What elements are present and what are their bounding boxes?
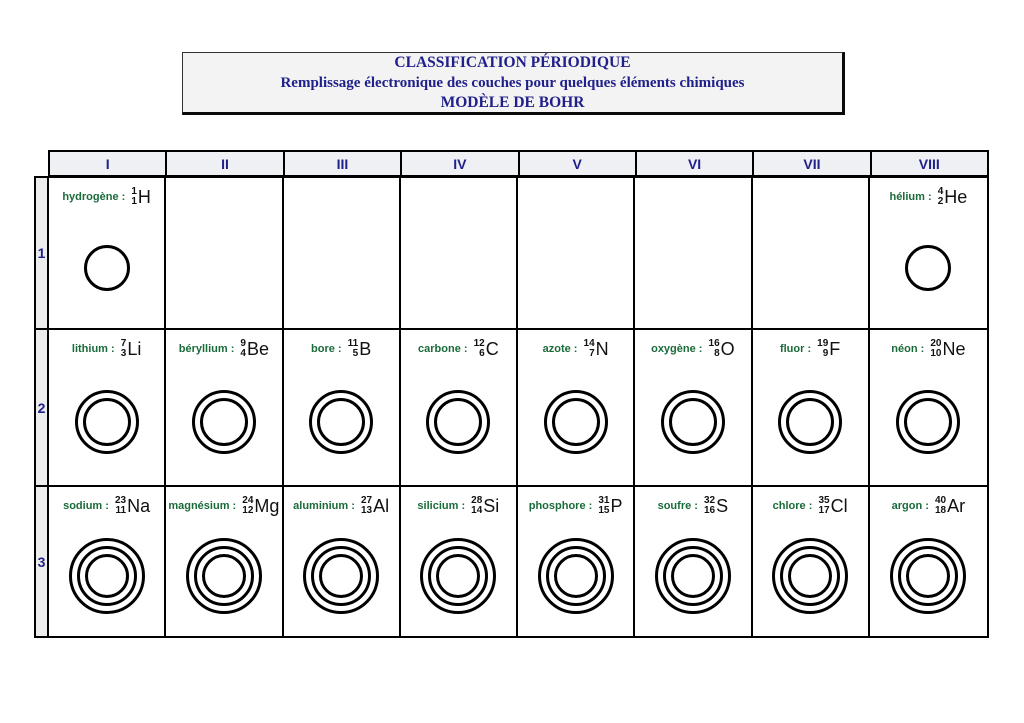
- mass-number: 40: [934, 495, 947, 506]
- element-name: magnésium: [168, 500, 230, 512]
- electron-shell-icon: [904, 398, 952, 446]
- element-name: aluminium: [293, 500, 349, 512]
- atomic-number: 1: [131, 196, 137, 207]
- element-separator: :: [334, 343, 345, 355]
- nuclide-numbers: [930, 339, 941, 359]
- group-header-VII: VII: [754, 152, 871, 175]
- group-header-I: I: [50, 152, 167, 175]
- element-label: [635, 334, 750, 364]
- element-symbol: Li: [127, 339, 142, 359]
- mass-number: 19: [817, 338, 829, 349]
- bohr-diagram: [49, 245, 164, 291]
- element-cell-fluor: [753, 330, 870, 487]
- atomic-number: 15: [598, 505, 610, 516]
- mass-number: 9: [240, 338, 246, 349]
- group-header-row: [48, 150, 989, 177]
- element-separator: :: [227, 343, 238, 355]
- bohr-diagram: [49, 390, 164, 454]
- nuclide-notation: [112, 496, 150, 516]
- element-cell-neon: [870, 330, 987, 487]
- element-separator: :: [458, 500, 469, 512]
- element-separator: :: [460, 343, 471, 355]
- atomic-number: 18: [934, 505, 947, 516]
- electron-shell-icon: [552, 398, 600, 446]
- electron-shell-icon: [890, 538, 966, 614]
- electron-shell-icon: [546, 546, 606, 606]
- nuclide-notation: [935, 187, 968, 207]
- element-separator: :: [118, 191, 129, 203]
- mass-number: 16: [708, 338, 720, 349]
- nuclide-notation: [128, 187, 151, 207]
- group-header-VIII: VIII: [918, 155, 940, 172]
- nuclide-numbers: [935, 496, 946, 516]
- document-title: CLASSIFICATION PÉRIODIQUE: [394, 53, 631, 71]
- element-symbol: Na: [127, 496, 151, 516]
- element-name: bore: [311, 343, 335, 355]
- group-header-V: V: [520, 152, 637, 175]
- electron-shell-icon: [780, 546, 840, 606]
- element-cell-phosphore: [518, 487, 635, 636]
- bohr-diagram: [870, 390, 987, 454]
- group-header-III: III: [285, 152, 402, 175]
- element-name: azote: [542, 343, 571, 355]
- element-cell-helium: [870, 178, 987, 330]
- bohr-diagram: [870, 538, 987, 614]
- atomic-number: 14: [471, 505, 483, 516]
- nuclide-numbers: [584, 339, 595, 359]
- electron-shell-icon: [192, 390, 256, 454]
- nuclide-numbers: [598, 496, 609, 516]
- element-symbol: Ne: [942, 339, 966, 359]
- element-name: sodium: [63, 500, 103, 512]
- bohr-diagram: [284, 390, 399, 454]
- atomic-number: 3: [120, 348, 127, 359]
- bohr-diagram: [870, 245, 987, 291]
- element-label: [635, 491, 750, 521]
- element-separator: :: [107, 343, 118, 355]
- element-symbol: S: [716, 496, 729, 516]
- element-cell-oxygene: [635, 330, 752, 487]
- nuclide-notation: [118, 339, 142, 359]
- element-label: [166, 334, 281, 364]
- atomic-number: 17: [818, 505, 830, 516]
- document-subtitle: Remplissage électronique des couches pour quelques éléments chimiques: [280, 74, 745, 91]
- electron-shell-icon: [788, 554, 832, 598]
- element-label: [284, 334, 399, 364]
- group-header-IV: IV: [402, 152, 519, 175]
- element-name: chlore: [772, 500, 806, 512]
- element-symbol: Si: [483, 496, 500, 516]
- element-symbol: P: [610, 496, 623, 516]
- electron-shell-icon: [77, 546, 137, 606]
- element-cell-lithium: [49, 330, 166, 487]
- nuclide-notation: [471, 339, 499, 359]
- atomic-number: 11: [115, 505, 127, 516]
- electron-shell-icon: [554, 554, 598, 598]
- group-header-VI: VI: [637, 152, 754, 175]
- electron-shell-icon: [202, 554, 246, 598]
- nuclide-notation: [927, 339, 965, 359]
- element-symbol: He: [944, 187, 968, 207]
- element-label: [49, 491, 164, 521]
- electron-shell-icon: [420, 538, 496, 614]
- electron-shell-icon: [669, 398, 717, 446]
- electron-shell-icon: [786, 398, 834, 446]
- electron-shell-icon: [85, 554, 129, 598]
- element-cell-soufre: [635, 487, 752, 636]
- nuclide-numbers: [704, 496, 715, 516]
- nuclide-notation: [237, 339, 269, 359]
- electron-shell-icon: [671, 554, 715, 598]
- element-label: [518, 334, 633, 364]
- nuclide-notation: [345, 339, 372, 359]
- atomic-number: 16: [704, 505, 716, 516]
- element-label: [870, 491, 987, 521]
- electron-shell-icon: [194, 546, 254, 606]
- element-separator: :: [570, 343, 581, 355]
- element-symbol: F: [829, 339, 841, 359]
- nuclide-numbers: [709, 339, 720, 359]
- mass-number: 11: [347, 338, 359, 349]
- element-name: carbone: [418, 343, 461, 355]
- element-symbol: Mg: [254, 496, 280, 516]
- element-name: argon: [891, 500, 923, 512]
- element-label: [870, 182, 987, 212]
- nuclide-numbers: [242, 496, 253, 516]
- mass-number: 4: [937, 186, 944, 197]
- empty-cell: [166, 178, 283, 330]
- atomic-number: 8: [714, 348, 720, 359]
- element-symbol: H: [137, 187, 151, 207]
- nuclide-numbers: [348, 339, 359, 359]
- element-name: silicium: [417, 500, 459, 512]
- bohr-diagram: [518, 390, 633, 454]
- title-box: [182, 52, 845, 115]
- element-separator: :: [102, 500, 112, 512]
- atomic-number: 2: [937, 196, 944, 207]
- element-separator: :: [691, 500, 701, 512]
- atomic-number: 6: [479, 348, 485, 359]
- period-label-2: 2: [36, 330, 49, 487]
- nuclide-numbers: [471, 496, 482, 516]
- element-separator: :: [922, 500, 932, 512]
- atomic-number: 12: [242, 505, 254, 516]
- element-symbol: N: [595, 339, 609, 359]
- nuclide-notation: [595, 496, 622, 516]
- bohr-diagram: [753, 390, 868, 454]
- nuclide-notation: [701, 496, 728, 516]
- atomic-number: 5: [352, 348, 359, 359]
- element-label: [401, 334, 516, 364]
- electron-shell-icon: [434, 398, 482, 446]
- electron-shell-icon: [778, 390, 842, 454]
- nuclide-notation: [358, 496, 389, 516]
- element-name: phosphore: [528, 500, 586, 512]
- element-name: lithium: [71, 343, 108, 355]
- element-name: hélium: [889, 191, 925, 203]
- electron-shell-icon: [319, 554, 363, 598]
- element-symbol: B: [359, 339, 372, 359]
- element-separator: :: [695, 343, 706, 355]
- mass-number: 12: [473, 338, 485, 349]
- element-cell-beryllium: [166, 330, 283, 487]
- bohr-diagram: [518, 538, 633, 614]
- group-header-II: II: [167, 152, 284, 175]
- nuclide-numbers: [818, 496, 829, 516]
- nuclide-numbers: [131, 187, 137, 207]
- electron-shell-icon: [426, 390, 490, 454]
- electron-shell-icon: [906, 554, 950, 598]
- element-symbol: Be: [246, 339, 270, 359]
- atomic-number: 13: [360, 505, 373, 516]
- electron-shell-icon: [428, 546, 488, 606]
- element-name: fluor: [779, 343, 805, 355]
- element-label: [49, 334, 164, 364]
- nuclide-notation: [814, 339, 840, 359]
- document-model-line: MODÈLE DE BOHR: [440, 93, 585, 111]
- element-separator: :: [804, 343, 815, 355]
- electron-shell-icon: [75, 390, 139, 454]
- nuclide-notation: [239, 496, 279, 516]
- bohr-diagram: [401, 390, 516, 454]
- mass-number: 32: [704, 495, 716, 506]
- nuclide-notation: [581, 339, 609, 359]
- element-cell-magnesium: [166, 487, 283, 636]
- bohr-diagram: [635, 390, 750, 454]
- mass-number: 23: [115, 495, 127, 506]
- nuclide-notation: [706, 339, 735, 359]
- electron-shell-icon: [772, 538, 848, 614]
- element-symbol: Al: [373, 496, 390, 516]
- nuclide-notation: [468, 496, 499, 516]
- atomic-number: 10: [930, 348, 942, 359]
- electron-shell-icon: [84, 245, 130, 291]
- bohr-diagram: [753, 538, 868, 614]
- electron-shell-icon: [898, 546, 958, 606]
- element-label: [284, 491, 399, 521]
- empty-cell: [284, 178, 401, 330]
- element-name: soufre: [657, 500, 692, 512]
- mass-number: 35: [818, 495, 830, 506]
- nuclide-numbers: [361, 496, 372, 516]
- element-cell-carbone: [401, 330, 518, 487]
- element-separator: :: [805, 500, 816, 512]
- empty-cell: [518, 178, 635, 330]
- element-cell-aluminium: [284, 487, 401, 636]
- element-name: béryllium: [178, 343, 228, 355]
- element-name: oxygène: [651, 343, 696, 355]
- nuclide-notation: [932, 496, 965, 516]
- electron-shell-icon: [309, 390, 373, 454]
- element-label: [166, 491, 281, 521]
- element-separator: :: [585, 500, 596, 512]
- atomic-number: 7: [589, 348, 595, 359]
- nuclide-notation: [815, 496, 847, 516]
- element-label: [870, 334, 987, 364]
- bohr-diagram: [166, 390, 281, 454]
- mass-number: 28: [471, 495, 483, 506]
- element-symbol: C: [485, 339, 499, 359]
- periodic-table: [34, 176, 989, 638]
- element-cell-sodium: [49, 487, 166, 636]
- element-cell-hydrogene: [49, 178, 166, 330]
- mass-number: 1: [131, 186, 137, 197]
- element-cell-argon: [870, 487, 987, 636]
- element-label: [753, 491, 868, 521]
- period-label-1: 1: [36, 178, 49, 330]
- electron-shell-icon: [200, 398, 248, 446]
- nuclide-numbers: [938, 187, 944, 207]
- electron-shell-icon: [317, 398, 365, 446]
- bohr-diagram: [635, 538, 750, 614]
- electron-shell-icon: [83, 398, 131, 446]
- electron-shell-icon: [905, 245, 951, 291]
- electron-shell-icon: [311, 546, 371, 606]
- element-name: néon: [891, 343, 918, 355]
- mass-number: 7: [120, 338, 127, 349]
- bohr-diagram: [401, 538, 516, 614]
- nuclide-numbers: [121, 339, 127, 359]
- electron-shell-icon: [436, 554, 480, 598]
- electron-shell-icon: [544, 390, 608, 454]
- mass-number: 31: [598, 495, 610, 506]
- mass-number: 24: [242, 495, 254, 506]
- mass-number: 27: [360, 495, 373, 506]
- bohr-diagram: [166, 538, 281, 614]
- element-cell-bore: [284, 330, 401, 487]
- nuclide-numbers: [240, 339, 246, 359]
- element-label: [49, 182, 164, 212]
- electron-shell-icon: [69, 538, 145, 614]
- nuclide-numbers: [115, 496, 126, 516]
- element-symbol: Ar: [947, 496, 966, 516]
- element-cell-azote: [518, 330, 635, 487]
- mass-number: 14: [583, 338, 595, 349]
- atomic-number: 4: [240, 348, 246, 359]
- element-separator: :: [229, 500, 240, 512]
- element-cell-silicium: [401, 487, 518, 636]
- electron-shell-icon: [186, 538, 262, 614]
- element-separator: :: [348, 500, 358, 512]
- bohr-diagram: [49, 538, 164, 614]
- electron-shell-icon: [896, 390, 960, 454]
- empty-cell: [635, 178, 752, 330]
- electron-shell-icon: [663, 546, 723, 606]
- element-cell-chlore: [753, 487, 870, 636]
- electron-shell-icon: [303, 538, 379, 614]
- nuclide-numbers: [474, 339, 485, 359]
- electron-shell-icon: [538, 538, 614, 614]
- electron-shell-icon: [661, 390, 725, 454]
- element-separator: :: [917, 343, 928, 355]
- bohr-diagram: [284, 538, 399, 614]
- element-symbol: O: [720, 339, 735, 359]
- element-label: [401, 491, 516, 521]
- electron-shell-icon: [655, 538, 731, 614]
- empty-cell: [401, 178, 518, 330]
- nuclide-numbers: [817, 339, 828, 359]
- element-separator: :: [924, 191, 935, 203]
- element-symbol: Cl: [830, 496, 848, 516]
- empty-cell: [753, 178, 870, 330]
- element-label: [753, 334, 868, 364]
- period-label-3: 3: [36, 487, 49, 636]
- atomic-number: 9: [822, 348, 829, 359]
- element-name: hydrogène: [62, 191, 119, 203]
- mass-number: 20: [930, 338, 942, 349]
- element-label: [518, 491, 633, 521]
